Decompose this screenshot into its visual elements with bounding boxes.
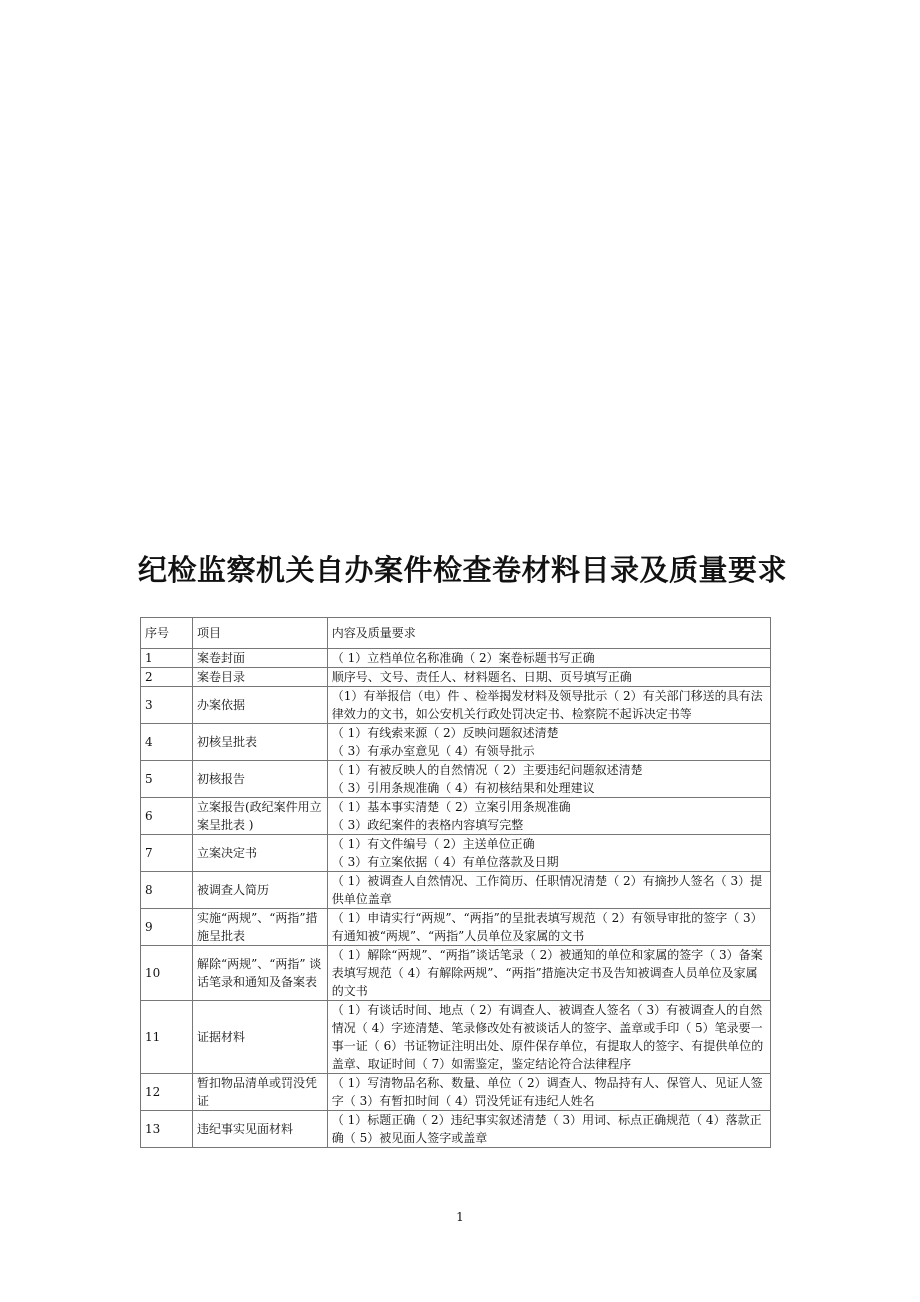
content-line: （ 1）有谈话时间、地点（ 2）有调查人、被调查人签名（ 3）有被调查人的自然情况（ 4）字迹清楚、笔录修改处有被谈话人的签字、盖章或手印（ 5）笔录要一事一证（ 6）书证物证注明出处、原件保存单位，有提取人的签字、有提供单位的盖章、取证时间（ 7）如需鉴定，鉴定结论符合法律程序	[331, 1003, 764, 1071]
content-line: （ 1）写清物品名称、数量、单位（ 2）调查人、物品持有人、保管人、见证人签字（ 3）有暂扣时间（ 4）罚没凭证有违纪人姓名	[331, 1076, 763, 1108]
table-row	[141, 1001, 771, 1074]
row-item: 立案报告(政纪案件用立案呈批表 )	[192, 798, 327, 835]
row-item: 初核报告	[192, 761, 327, 798]
row-item: 案卷封面	[192, 649, 327, 668]
content-line: （ 1）申请实行“两规”、“两指”的呈批表填写规范（ 2）有领导审批的签字（ 3）有通知被“两规”、“两指”人员单位及家属的文书	[331, 911, 763, 943]
row-number: 10	[141, 946, 193, 1001]
row-number: 6	[141, 798, 193, 835]
header-item: 项目	[192, 618, 327, 649]
row-number: 1	[141, 649, 193, 668]
row-number: 7	[141, 835, 193, 872]
row-item: 立案决定书	[192, 835, 327, 872]
header-number: 序号	[141, 618, 193, 649]
row-item: 初核呈批表	[192, 724, 327, 761]
content-line: （ 3）有承办室意见（ 4）有领导批示	[331, 744, 535, 758]
document-title: 纪检监察机关自办案件检查卷材料目录及质量要求	[138, 553, 788, 587]
row-content	[327, 872, 770, 909]
row-item: 案卷目录	[192, 668, 327, 687]
row-number: 8	[141, 872, 193, 909]
row-content	[327, 668, 770, 687]
content-line: （ 1）被调查人自然情况、工作简历、任职情况清楚（ 2）有摘抄人签名（ 3）提供单位盖章	[331, 874, 763, 906]
table-row	[141, 761, 771, 798]
table-row	[141, 909, 771, 946]
row-item: 实施“两规”、“两指”措施呈批表	[192, 909, 327, 946]
row-item: 办案依据	[192, 687, 327, 724]
row-content	[327, 649, 770, 668]
row-content	[327, 1074, 770, 1111]
row-item: 暂扣物品清单或罚没凭证	[192, 1074, 327, 1111]
row-content	[327, 909, 770, 946]
row-item: 被调查人简历	[192, 872, 327, 909]
page-number: 1	[456, 1210, 464, 1224]
row-number: 9	[141, 909, 193, 946]
row-number: 11	[141, 1001, 193, 1074]
header-content: 内容及质量要求	[327, 618, 770, 649]
table-row	[141, 724, 771, 761]
content-line: （ 1）立档单位名称准确（ 2）案卷标题书写正确	[331, 651, 595, 665]
row-content	[327, 761, 770, 798]
table-row	[141, 946, 771, 1001]
row-item: 违纪事实见面材料	[192, 1111, 327, 1148]
row-content	[327, 724, 770, 761]
content-line: （ 3）有立案依据（ 4）有单位落款及日期	[331, 855, 559, 869]
row-number: 3	[141, 687, 193, 724]
row-content	[327, 835, 770, 872]
content-line: （1）有举报信（电）件 、检举揭发材料及领导批示（ 2）有关部门移送的具有法律效力的文书，如公安机关行政处罚决定书、检察院不起诉决定书等	[331, 689, 763, 721]
row-content	[327, 1111, 770, 1148]
table-header-row	[141, 618, 771, 649]
table-row	[141, 668, 771, 687]
row-number: 4	[141, 724, 193, 761]
row-item: 解除“两规”、“两指” 谈话笔录和通知及备案表	[192, 946, 327, 1001]
content-line: （ 1）标题正确（ 2）违纪事实叙述清楚（ 3）用词、标点正确规范（ 4）落款正确（ 5）被见面人签字或盖章	[331, 1113, 762, 1145]
table-row	[141, 1111, 771, 1148]
content-line: （ 1）有文件编号（ 2）主送单位正确	[331, 837, 535, 851]
table-row	[141, 835, 771, 872]
row-number: 2	[141, 668, 193, 687]
content-line: （ 3）引用条规准确（ 4）有初核结果和处理建议	[331, 781, 595, 795]
row-number: 5	[141, 761, 193, 798]
content-line: 顺序号、文号、责任人、材料题名、日期、页号填写正确	[331, 670, 632, 684]
table-row	[141, 872, 771, 909]
table-row	[141, 687, 771, 724]
row-content	[327, 946, 770, 1001]
content-line: （ 1）基本事实清楚（ 2）立案引用条规准确	[331, 800, 571, 814]
content-line: （ 1）解除“两规”、“两指”谈话笔录（ 2）被通知的单位和家属的签字（ 3）备案表填写规范（ 4）有解除两规”、“两指”措施决定书及告知被调查人员单位及家属的文书	[331, 948, 763, 998]
content-line: （ 3）政纪案件的表格内容填写完整	[331, 818, 524, 832]
table-row	[141, 649, 771, 668]
content-line: （ 1）有线索来源（ 2）反映问题叙述清楚	[331, 726, 559, 740]
row-content	[327, 1001, 770, 1074]
requirements-table	[140, 617, 771, 1148]
row-number: 12	[141, 1074, 193, 1111]
content-line: （ 1）有被反映人的自然情况（ 2）主要违纪问题叙述清楚	[331, 763, 643, 777]
table-row	[141, 1074, 771, 1111]
row-content	[327, 687, 770, 724]
row-content	[327, 798, 770, 835]
row-number: 13	[141, 1111, 193, 1148]
row-item: 证据材料	[192, 1001, 327, 1074]
table-row	[141, 798, 771, 835]
